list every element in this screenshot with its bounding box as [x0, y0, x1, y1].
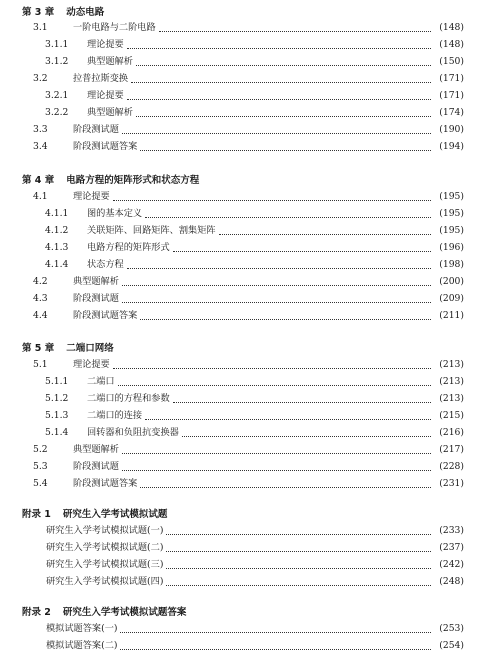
dot-leader	[219, 233, 431, 235]
page-number: (231)	[439, 478, 464, 489]
page-number: (213)	[439, 393, 464, 404]
page-number: (233)	[439, 525, 464, 536]
dot-leader	[120, 631, 431, 633]
section-number: 3.2.1	[45, 90, 69, 101]
section-title: 研究生入学考试模拟试题(二)	[46, 542, 164, 553]
toc-entry[interactable]	[33, 460, 464, 473]
toc-entry[interactable]	[46, 524, 464, 537]
dot-leader	[127, 47, 431, 49]
section-title: 二端口的连接	[87, 410, 143, 421]
chapter-title: 研究生入学考试模拟试题	[62, 509, 168, 520]
chapter-number: 附录 1	[22, 509, 51, 520]
chapter-title: 研究生入学考试模拟试题答案	[62, 607, 187, 618]
dot-leader	[136, 64, 431, 66]
chapter-heading	[22, 342, 114, 355]
page-number: (228)	[439, 461, 464, 472]
toc-entry[interactable]	[45, 55, 464, 68]
chapter-number: 第 3 章	[22, 7, 55, 18]
section-title: 典型题解析	[73, 276, 119, 287]
page-number: (253)	[439, 623, 464, 634]
dot-leader	[113, 367, 431, 369]
page-number: (171)	[439, 73, 464, 84]
toc-entry[interactable]	[45, 207, 464, 220]
section-title: 理论提要	[73, 191, 110, 202]
section-number: 4.1.3	[45, 242, 69, 253]
chapter-heading	[22, 508, 167, 521]
section-number: 4.3	[33, 293, 48, 304]
page-number: (248)	[439, 576, 464, 587]
section-title: 一阶电路与二阶电路	[73, 22, 156, 33]
toc-entry[interactable]	[46, 639, 464, 652]
dot-leader	[122, 132, 431, 134]
toc-entry[interactable]	[33, 275, 464, 288]
toc-entry[interactable]	[46, 558, 464, 571]
section-number: 3.1.2	[45, 56, 69, 67]
section-title: 关联矩阵、回路矩阵、割集矩阵	[87, 225, 216, 236]
chapter-number: 第 4 章	[22, 175, 55, 186]
dot-leader	[166, 584, 431, 586]
toc-entry[interactable]	[45, 106, 464, 119]
dot-leader	[173, 401, 431, 403]
section-title: 典型题解析	[87, 56, 133, 67]
dot-leader	[122, 284, 431, 286]
chapter-heading	[22, 606, 186, 619]
section-number: 4.2	[33, 276, 48, 287]
section-title: 回转器和负阻抗变换器	[87, 427, 179, 438]
section-number: 5.1.4	[45, 427, 69, 438]
chapter-heading	[22, 6, 104, 19]
toc-entry[interactable]	[33, 477, 464, 490]
page-number: (209)	[439, 293, 464, 304]
section-title: 阶段测试题	[73, 461, 119, 472]
toc-entry[interactable]	[45, 375, 464, 388]
section-number: 3.1.1	[45, 39, 69, 50]
section-title: 典型题解析	[87, 107, 133, 118]
section-number: 5.1.3	[45, 410, 69, 421]
section-title: 模拟试题答案(一)	[46, 623, 118, 634]
dot-leader	[140, 318, 431, 320]
dot-leader	[140, 149, 431, 151]
section-number: 3.4	[33, 141, 48, 152]
section-title: 理论提要	[87, 39, 124, 50]
toc-entry[interactable]	[33, 140, 464, 153]
section-title: 典型题解析	[73, 444, 119, 455]
toc-entry[interactable]	[46, 622, 464, 635]
dot-leader	[127, 267, 431, 269]
page-number: (150)	[439, 56, 464, 67]
dot-leader	[120, 648, 431, 650]
page-number: (148)	[439, 22, 464, 33]
dot-leader	[140, 486, 431, 488]
chapter-title: 动态电路	[66, 7, 105, 18]
section-title: 研究生入学考试模拟试题(四)	[46, 576, 164, 587]
toc-entry[interactable]	[33, 309, 464, 322]
section-title: 阶段测试题答案	[73, 141, 138, 152]
toc-entry[interactable]	[33, 123, 464, 136]
chapter-title: 二端口网络	[66, 343, 114, 354]
page-number: (213)	[439, 376, 464, 387]
toc-entry[interactable]	[45, 258, 464, 271]
section-title: 状态方程	[87, 259, 124, 270]
section-number: 4.1	[33, 191, 48, 202]
section-title: 二端口的方程和参数	[87, 393, 170, 404]
page-number: (195)	[439, 191, 464, 202]
toc-entry[interactable]	[45, 426, 464, 439]
section-title: 阶段测试题答案	[73, 310, 138, 321]
toc-entry[interactable]	[46, 575, 464, 588]
section-number: 5.1	[33, 359, 48, 370]
toc-entry[interactable]	[46, 541, 464, 554]
page-number: (174)	[439, 107, 464, 118]
page-number: (190)	[439, 124, 464, 135]
section-number: 3.2	[33, 73, 48, 84]
dot-leader	[127, 98, 431, 100]
section-number: 4.1.2	[45, 225, 69, 236]
dot-leader	[131, 81, 431, 83]
page-number: (242)	[439, 559, 464, 570]
section-number: 5.2	[33, 444, 48, 455]
section-title: 研究生入学考试模拟试题(一)	[46, 525, 164, 536]
dot-leader	[166, 550, 431, 552]
dot-leader	[118, 384, 431, 386]
page-number: (194)	[439, 141, 464, 152]
dot-leader	[166, 567, 431, 569]
page-number: (213)	[439, 359, 464, 370]
page-number: (195)	[439, 225, 464, 236]
dot-leader	[173, 250, 431, 252]
dot-leader	[145, 418, 431, 420]
chapter-number: 附录 2	[22, 607, 51, 618]
dot-leader	[166, 533, 431, 535]
page-number: (200)	[439, 276, 464, 287]
section-title: 二端口	[87, 376, 115, 387]
section-title: 阶段测试题	[73, 124, 119, 135]
section-number: 3.1	[33, 22, 48, 33]
dot-leader	[113, 199, 431, 201]
toc-entry[interactable]	[45, 392, 464, 405]
section-number: 4.1.1	[45, 208, 69, 219]
section-title: 阶段测试题答案	[73, 478, 138, 489]
toc-entry[interactable]	[45, 224, 464, 237]
section-number: 5.1.1	[45, 376, 69, 387]
page-number: (196)	[439, 242, 464, 253]
section-number: 3.2.2	[45, 107, 69, 118]
dot-leader	[122, 452, 431, 454]
page-number: (211)	[439, 310, 464, 321]
section-title: 电路方程的矩阵形式	[87, 242, 170, 253]
toc-entry[interactable]	[33, 190, 464, 203]
toc-entry[interactable]	[45, 38, 464, 51]
page-number: (254)	[439, 640, 464, 651]
dot-leader	[122, 469, 431, 471]
toc-entry[interactable]	[45, 241, 464, 254]
dot-leader	[122, 301, 431, 303]
section-title: 理论提要	[73, 359, 110, 370]
page-number: (216)	[439, 427, 464, 438]
section-title: 理论提要	[87, 90, 124, 101]
section-title: 模拟试题答案(二)	[46, 640, 118, 651]
page-number: (217)	[439, 444, 464, 455]
page-number: (195)	[439, 208, 464, 219]
toc-entry[interactable]	[45, 409, 464, 422]
section-title: 阶段测试题	[73, 293, 119, 304]
section-title: 研究生入学考试模拟试题(三)	[46, 559, 164, 570]
toc-entry[interactable]	[33, 21, 464, 34]
section-title: 图的基本定义	[87, 208, 143, 219]
toc-entry[interactable]	[33, 358, 464, 371]
chapter-number: 第 5 章	[22, 343, 55, 354]
page-number: (215)	[439, 410, 464, 421]
toc-entry[interactable]	[33, 292, 464, 305]
toc-entry[interactable]	[33, 72, 464, 85]
toc-entry[interactable]	[45, 89, 464, 102]
section-number: 5.3	[33, 461, 48, 472]
chapter-heading	[22, 174, 199, 187]
page-number: (171)	[439, 90, 464, 101]
section-number: 3.3	[33, 124, 48, 135]
section-number: 4.4	[33, 310, 48, 321]
dot-leader	[159, 30, 431, 32]
page-number: (237)	[439, 542, 464, 553]
dot-leader	[136, 115, 431, 117]
section-title: 拉普拉斯变换	[73, 73, 129, 84]
toc-entry[interactable]	[33, 443, 464, 456]
section-number: 4.1.4	[45, 259, 69, 270]
section-number: 5.4	[33, 478, 48, 489]
section-number: 5.1.2	[45, 393, 69, 404]
dot-leader	[145, 216, 431, 218]
page-number: (198)	[439, 259, 464, 270]
page-number: (148)	[439, 39, 464, 50]
dot-leader	[182, 435, 431, 437]
chapter-title: 电路方程的矩阵形式和状态方程	[66, 175, 200, 186]
